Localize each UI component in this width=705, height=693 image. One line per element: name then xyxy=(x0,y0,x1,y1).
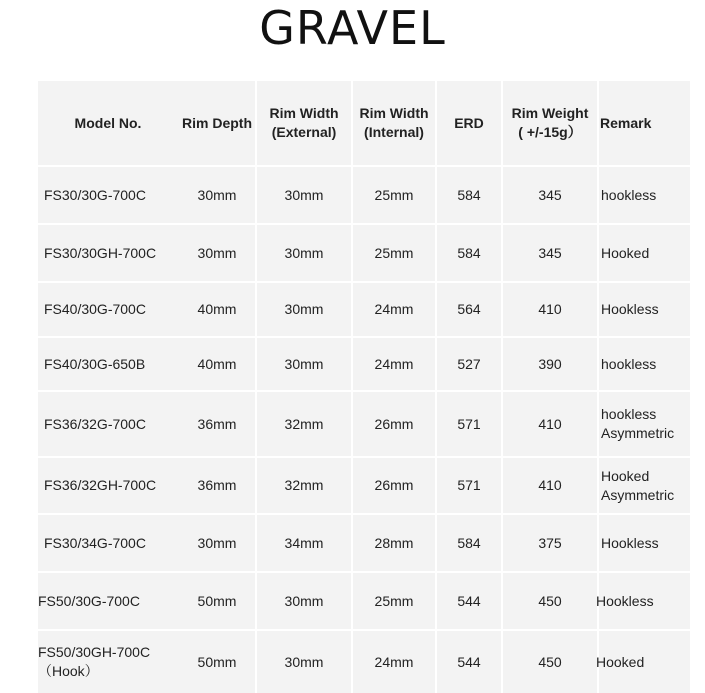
cell-weight xyxy=(502,515,598,571)
cell-text: 50mm xyxy=(197,592,237,609)
cell-text: 26mm xyxy=(374,415,414,432)
cell-erd xyxy=(436,283,502,336)
spec-table xyxy=(38,81,690,693)
cell-text: 30mm xyxy=(197,244,237,261)
cell-text: 25mm xyxy=(374,186,414,203)
cell-text: 34mm xyxy=(284,534,324,551)
cell-line: Hookless xyxy=(596,592,654,609)
cell-model xyxy=(38,631,174,693)
cell-depth xyxy=(178,392,256,456)
cell-model xyxy=(44,283,180,336)
cell-int xyxy=(352,392,436,456)
cell-int xyxy=(352,167,436,223)
cell-int xyxy=(352,225,436,281)
table-row xyxy=(38,456,690,513)
table-row xyxy=(38,281,690,336)
cell-text: 30mm xyxy=(284,653,324,670)
cell-text: 30mm xyxy=(284,355,324,372)
cell-text: 345 xyxy=(538,186,562,203)
cell-text: 40mm xyxy=(197,355,237,372)
cell-remark xyxy=(596,631,685,693)
cell-remark xyxy=(601,167,690,223)
cell-erd xyxy=(436,515,502,571)
table-row xyxy=(38,513,690,571)
cell-remark xyxy=(601,392,690,456)
cell-line: FS30/34G-700C xyxy=(44,534,146,551)
cell-text: 24mm xyxy=(374,301,414,317)
cell-text: 30mm xyxy=(284,186,324,203)
cell-weight xyxy=(502,573,598,629)
cell-line: Rim Weight xyxy=(511,105,589,121)
cell-line: Hookless xyxy=(601,534,659,551)
cell-weight xyxy=(502,167,598,223)
table-row xyxy=(38,571,690,629)
cell-line: FS50/30GH-700C xyxy=(38,644,151,660)
cell-line: hookless xyxy=(601,355,657,372)
cell-text: 32mm xyxy=(284,415,324,432)
cell-line: Rim Width xyxy=(269,105,339,121)
cell-line: hookless xyxy=(601,186,657,203)
header-cell-weight xyxy=(502,81,598,165)
page-title: GRAVEL xyxy=(259,1,446,55)
cell-text: 50mm xyxy=(197,653,237,670)
cell-line: ( +/-15g） xyxy=(518,124,582,140)
cell-erd xyxy=(436,338,502,390)
cell-line: Hookless xyxy=(601,301,659,317)
cell-text: 36mm xyxy=(197,415,237,432)
cell-model xyxy=(44,392,180,456)
table-row xyxy=(38,223,690,281)
cell-text: 544 xyxy=(457,592,481,609)
cell-int xyxy=(352,631,436,693)
header-cell-remark xyxy=(598,81,692,165)
cell-text: 584 xyxy=(457,244,481,261)
cell-line: Hooked xyxy=(596,653,645,670)
cell-line: hookless xyxy=(601,406,657,422)
cell-int xyxy=(352,283,436,336)
cell-text: 564 xyxy=(457,301,481,317)
cell-model xyxy=(38,573,174,629)
cell-ext xyxy=(256,283,352,336)
cell-ext xyxy=(256,458,352,513)
cell-text: 410 xyxy=(538,415,562,432)
cell-ext xyxy=(256,515,352,571)
cell-model xyxy=(44,225,180,281)
table-row xyxy=(38,629,690,693)
table-header-row xyxy=(38,81,690,165)
cell-int xyxy=(352,338,436,390)
header-cell-int xyxy=(352,81,436,165)
cell-int xyxy=(352,573,436,629)
cell-text: 544 xyxy=(457,653,481,670)
cell-text: 25mm xyxy=(374,244,414,261)
cell-model xyxy=(44,338,180,390)
cell-text: 28mm xyxy=(374,534,414,551)
cell-text: 30mm xyxy=(284,592,324,609)
cell-erd xyxy=(436,573,502,629)
cell-line: Asymmetric xyxy=(601,425,675,441)
cell-text: 24mm xyxy=(374,355,414,372)
cell-line: Asymmetric xyxy=(601,486,675,503)
cell-remark xyxy=(601,283,690,336)
cell-line: FS40/30G-650B xyxy=(44,355,146,372)
cell-line: Model No. xyxy=(74,114,142,131)
cell-weight xyxy=(502,225,598,281)
cell-weight xyxy=(502,338,598,390)
cell-int xyxy=(352,515,436,571)
cell-depth xyxy=(178,631,256,693)
cell-line: Remark xyxy=(600,114,652,131)
cell-text: 30mm xyxy=(197,186,237,203)
cell-remark xyxy=(601,225,690,281)
cell-text: 450 xyxy=(538,592,562,609)
cell-remark xyxy=(601,458,690,513)
header-cell-model xyxy=(38,81,178,165)
cell-line: FS36/32GH-700C xyxy=(44,477,157,493)
cell-ext xyxy=(256,167,352,223)
cell-text: 410 xyxy=(538,301,562,317)
cell-text: 450 xyxy=(538,653,562,670)
cell-depth xyxy=(178,458,256,513)
cell-depth xyxy=(178,225,256,281)
cell-text: 584 xyxy=(457,534,481,551)
cell-ext xyxy=(256,338,352,390)
cell-erd xyxy=(436,167,502,223)
cell-model xyxy=(44,458,180,513)
cell-text: 345 xyxy=(538,244,562,261)
cell-line: FS36/32G-700C xyxy=(44,415,146,432)
cell-line: FS40/30G-700C xyxy=(44,301,146,317)
cell-text: 410 xyxy=(538,477,562,493)
cell-weight xyxy=(502,283,598,336)
cell-depth xyxy=(178,167,256,223)
cell-text: 25mm xyxy=(374,592,414,609)
cell-line: Rim Depth xyxy=(182,114,252,131)
header-cell-depth xyxy=(178,81,256,165)
cell-line: (Internal) xyxy=(364,124,424,140)
cell-line: FS50/30G-700C xyxy=(38,592,140,609)
cell-line: Hooked xyxy=(601,467,650,484)
cell-text: 30mm xyxy=(284,301,324,317)
cell-weight xyxy=(502,458,598,513)
cell-depth xyxy=(178,283,256,336)
cell-text: 30mm xyxy=(197,534,237,551)
header-cell-ext xyxy=(256,81,352,165)
cell-text: 40mm xyxy=(197,301,237,317)
cell-depth xyxy=(178,573,256,629)
cell-text: 36mm xyxy=(197,477,237,493)
table-row xyxy=(38,165,690,223)
cell-text: 24mm xyxy=(374,653,414,670)
cell-remark xyxy=(601,515,690,571)
header-cell-erd xyxy=(436,81,502,165)
cell-line: Hooked xyxy=(601,244,650,261)
cell-ext xyxy=(256,573,352,629)
cell-text: 32mm xyxy=(284,477,324,493)
cell-int xyxy=(352,458,436,513)
cell-weight xyxy=(502,631,598,693)
table-row xyxy=(38,336,690,390)
cell-erd xyxy=(436,631,502,693)
cell-remark xyxy=(596,573,685,629)
cell-line: Rim Width xyxy=(359,105,429,121)
cell-text: 375 xyxy=(538,534,562,551)
cell-erd xyxy=(436,392,502,456)
cell-erd xyxy=(436,458,502,513)
cell-depth xyxy=(178,338,256,390)
cell-line: ERD xyxy=(454,114,484,131)
cell-erd xyxy=(436,225,502,281)
cell-text: 527 xyxy=(457,355,481,372)
table-row xyxy=(38,390,690,456)
cell-text: 571 xyxy=(457,477,481,493)
cell-text: 584 xyxy=(457,186,481,203)
cell-line: FS30/30GH-700C xyxy=(44,244,157,261)
cell-ext xyxy=(256,631,352,693)
cell-line: FS30/30G-700C xyxy=(44,186,146,203)
cell-line: (External) xyxy=(271,124,337,140)
cell-ext xyxy=(256,225,352,281)
cell-remark xyxy=(601,338,690,390)
cell-text: 571 xyxy=(457,415,481,432)
cell-weight xyxy=(502,392,598,456)
cell-line: （Hook） xyxy=(38,663,99,679)
cell-text: 30mm xyxy=(284,244,324,261)
cell-text: 26mm xyxy=(374,477,414,493)
cell-ext xyxy=(256,392,352,456)
cell-model xyxy=(44,167,180,223)
cell-model xyxy=(44,515,180,571)
cell-text: 390 xyxy=(538,355,562,372)
cell-depth xyxy=(178,515,256,571)
